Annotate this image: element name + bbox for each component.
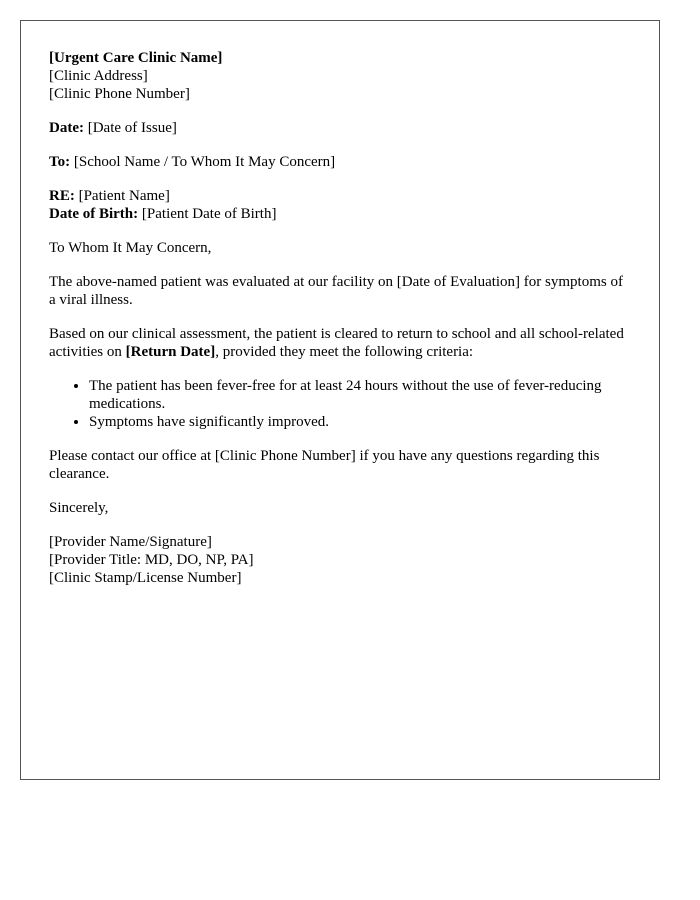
provider-title: [Provider Title: MD, DO, NP, PA] bbox=[49, 552, 254, 568]
date-value: [Date of Issue] bbox=[87, 120, 177, 136]
dob-line bbox=[49, 205, 631, 223]
to-line bbox=[49, 153, 631, 171]
re-label: RE: bbox=[49, 188, 75, 204]
clinic-header bbox=[49, 49, 631, 103]
contact-paragraph: Please contact our office at [Clinic Phone Number] if you have any questions regarding this clearance. bbox=[49, 448, 600, 482]
dob-value: [Patient Date of Birth] bbox=[141, 206, 277, 222]
clearance-text-after: , provided they meet the following criteria: bbox=[215, 344, 474, 360]
clinic-address: [Clinic Address] bbox=[49, 68, 148, 84]
provider-name: [Provider Name/Signature] bbox=[49, 534, 212, 550]
clinic-phone: [Clinic Phone Number] bbox=[49, 86, 190, 102]
clearance-paragraph bbox=[49, 325, 631, 361]
to-value: [School Name / To Whom It May Concern] bbox=[73, 154, 336, 170]
clearance-letter bbox=[20, 20, 660, 780]
date-line bbox=[49, 119, 631, 137]
re-block bbox=[49, 187, 631, 223]
date-label: Date: bbox=[49, 120, 84, 136]
evaluation-paragraph: The above-named patient was evaluated at our facility on [Date of Evaluation] for symptoms of a viral illness. bbox=[49, 274, 623, 308]
closing: Sincerely, bbox=[49, 500, 109, 516]
clinic-name: [Urgent Care Clinic Name] bbox=[49, 50, 223, 66]
clearance-text-before: Based on our clinical assessment, the patient is cleared to return to school and all school-related activities on bbox=[49, 326, 624, 360]
signature-block bbox=[49, 533, 631, 587]
list-item: • Symptoms have significantly improved. bbox=[89, 413, 631, 431]
re-line bbox=[49, 187, 631, 205]
return-date: [Return Date] bbox=[125, 344, 216, 360]
salutation: To Whom It May Concern, bbox=[49, 240, 212, 256]
dob-label: Date of Birth: bbox=[49, 206, 139, 222]
list-item: • The patient has been fever-free for at least 24 hours without the use of fever-reducing medications. bbox=[89, 377, 631, 413]
to-label: To: bbox=[49, 154, 71, 170]
criteria-list bbox=[49, 377, 631, 431]
re-value: [Patient Name] bbox=[78, 188, 170, 204]
clinic-stamp: [Clinic Stamp/License Number] bbox=[49, 570, 242, 586]
